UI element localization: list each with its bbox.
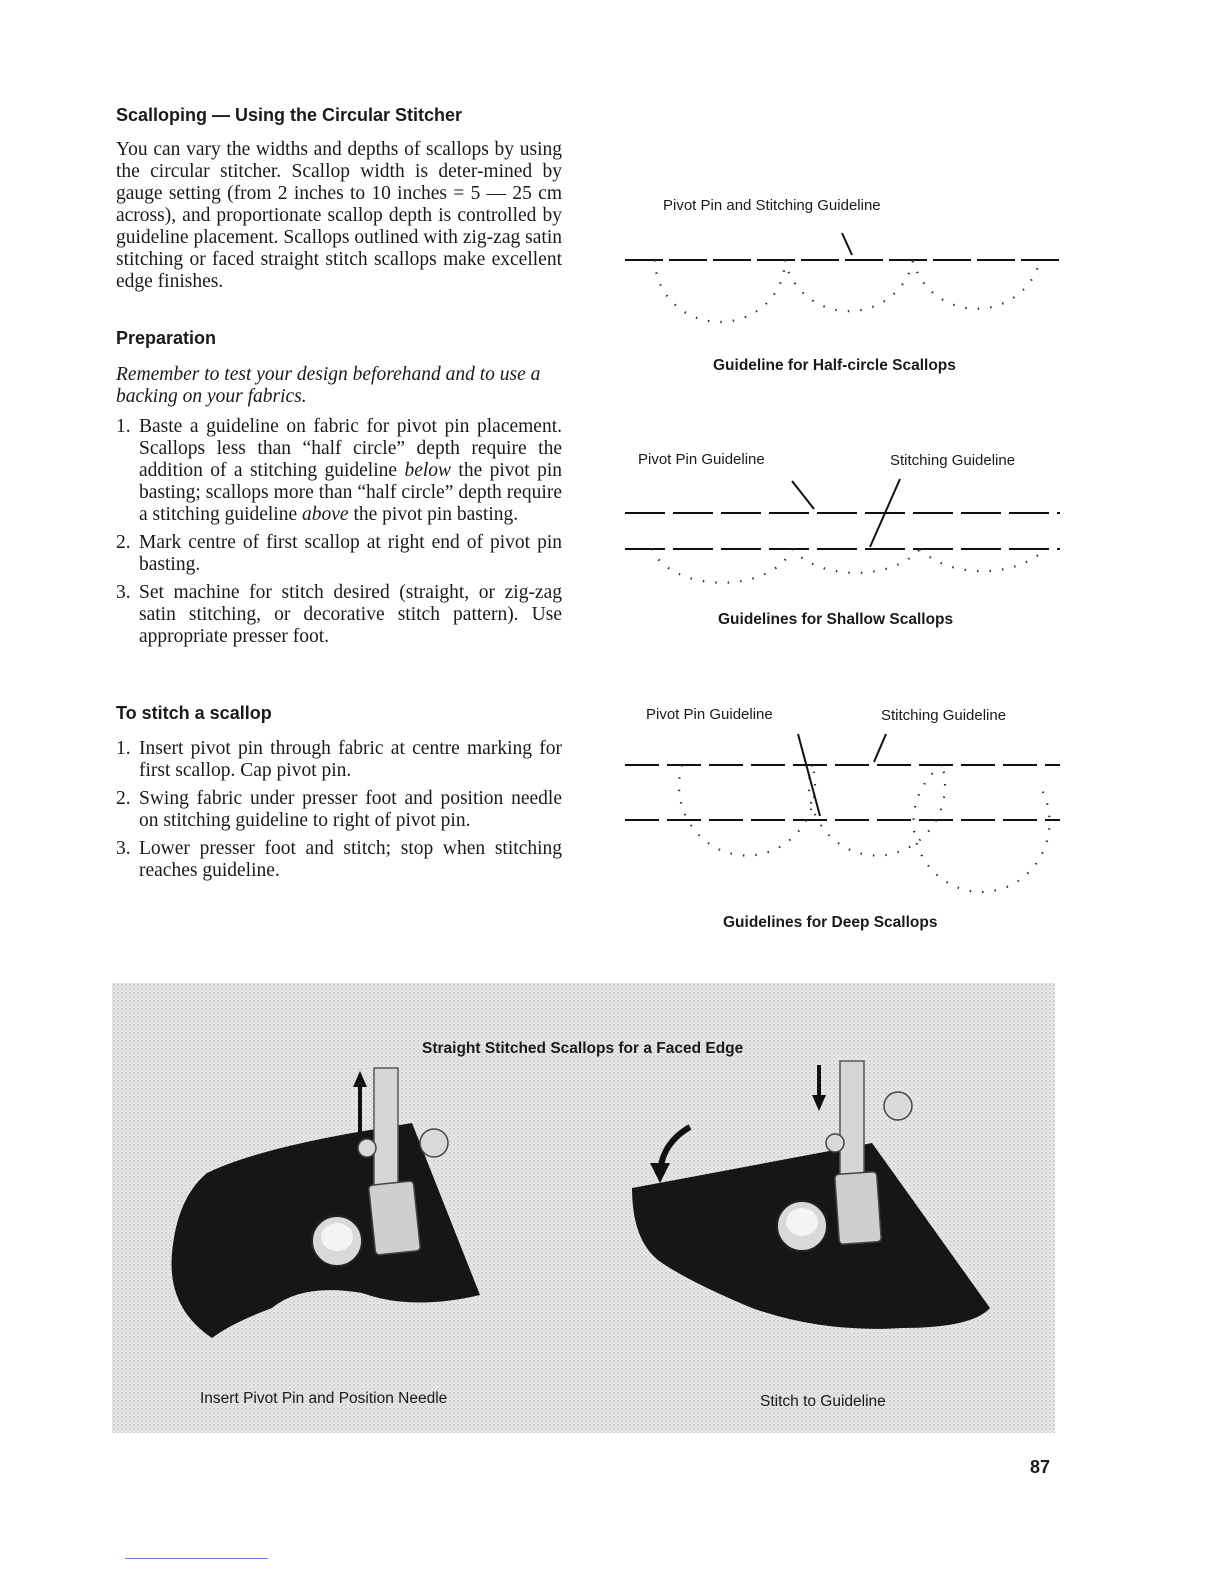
- list-item: 2. Mark centre of first scallop at right end of pivot pin basting.: [116, 532, 562, 575]
- half-circle-title: Guideline for Half-circle Scallops: [713, 357, 956, 374]
- right-foot-screw: [826, 1134, 844, 1152]
- photo-right-caption: Stitch to Guideline: [760, 1393, 886, 1410]
- left-thumb-screw: [420, 1129, 448, 1157]
- shallow-pivot-label: Pivot Pin Guideline: [638, 451, 765, 468]
- left-foot-screw: [358, 1139, 376, 1157]
- list-item: 1. Insert pivot pin through fabric at centre marking for first scallop. Cap pivot pin.: [116, 738, 562, 781]
- left-presser-foot: [368, 1181, 420, 1255]
- right-thumb-screw: [884, 1092, 912, 1120]
- stitch-steps: [116, 738, 562, 888]
- right-presser-foot: [835, 1172, 882, 1245]
- shallow-stitch-label: Stitching Guideline: [890, 452, 1016, 469]
- photo-title: Straight Stitched Scallops for a Faced Edge: [422, 1040, 744, 1057]
- shallow-scallop-diagram: [620, 475, 1065, 595]
- deep-title: Guidelines for Deep Scallops: [723, 914, 938, 931]
- list-item: 2. Swing fabric under presser foot and position needle on stitching guideline to right of pivot pin.: [116, 788, 562, 831]
- scallop-arc: [913, 260, 1040, 309]
- scallop-arc: [652, 549, 792, 583]
- shallow-title: Guidelines for Shallow Scallops: [718, 611, 954, 628]
- section-title-stitch-scallop: To stitch a scallop: [116, 703, 272, 723]
- scallop-arc: [920, 549, 1045, 571]
- list-item: 1. Baste a guideline on fabric for pivot pin placement. Scallops less than “half circle” depth require the addition of a stitching guideline below the pivot pin basting; scallops more than “half circle” depth require a stitching guideline above the pivot pin basting.: [116, 416, 562, 525]
- bottom-divider: [125, 1558, 268, 1559]
- deep-scallop-diagram: [620, 730, 1065, 905]
- half-circle-label: Pivot Pin and Stitching Guideline: [663, 197, 881, 214]
- scallop-arc: [914, 765, 1050, 892]
- list-item: 3. Lower presser foot and stitch; stop when stitching reaches guideline.: [116, 838, 562, 881]
- deep-stitch-label: Stitching Guideline: [881, 707, 1007, 724]
- scallop-arc: [785, 260, 913, 311]
- pointer-line: [874, 734, 886, 762]
- down-arrow-icon: [812, 1065, 826, 1111]
- intro-paragraph: You can vary the widths and depths of scallops by using the circular stitcher. Scallop width is deter-mined by gauge setting (from 2 inches to 10 inches = 5 — 25 cm across), and proportionate scallop depth is controlled by guideline placement. Scallops outlined with zig-zag satin stitching or faced straight stitch scallops make excellent edge finishes.: [116, 139, 562, 292]
- preparation-steps: [116, 416, 562, 654]
- photo-left-caption: Insert Pivot Pin and Position Needle: [200, 1390, 448, 1407]
- scallop-arc: [809, 765, 945, 856]
- sewing-photo: [112, 983, 1055, 1433]
- list-item: 3. Set machine for stitch desired (straight, or zig-zag satin stitching, or decorative stitch pattern). Use appropriate presser foot.: [116, 582, 562, 647]
- section-title-preparation: Preparation: [116, 328, 217, 348]
- page-number: 87: [1030, 1457, 1051, 1477]
- section-title-scalloping: Scalloping — Using the Circular Stitcher: [116, 105, 463, 125]
- deep-pivot-label: Pivot Pin Guideline: [646, 706, 773, 723]
- scallop-arc: [655, 260, 785, 322]
- up-arrow-icon: [353, 1071, 367, 1133]
- half-circle-diagram: [620, 225, 1065, 335]
- pointer-line: [798, 734, 820, 816]
- pointer-line: [842, 233, 852, 255]
- pointer-line: [792, 481, 814, 509]
- preparation-note: Remember to test your design beforehand and to use a backing on your fabrics.: [116, 364, 541, 407]
- scallop-arc: [792, 549, 920, 573]
- scallop-arc: [679, 765, 815, 856]
